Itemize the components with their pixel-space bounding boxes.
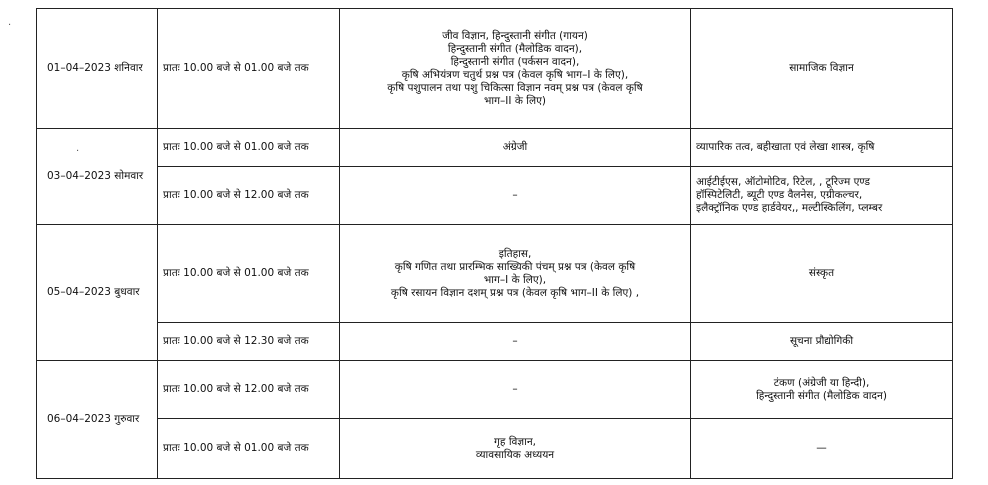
subject-line: सामाजिक विज्ञान: [789, 62, 854, 74]
table-row: [37, 361, 953, 419]
subject-line: गृह विज्ञान,: [494, 435, 536, 448]
subject-line: भाग–II के लिए): [484, 94, 546, 107]
subject-line: आईटीईएस, ऑटोमोटिव, रिटेल, , टूरिज्म एण्ड: [696, 176, 871, 188]
stray-mark: ·: [76, 146, 80, 157]
subjects-cell: [340, 323, 691, 361]
subjects-cell: [691, 9, 953, 129]
subject-line: जीव विज्ञान, हिन्दुस्तानी संगीत (गायन): [442, 29, 588, 42]
exam-schedule-table: [36, 8, 953, 479]
subject-line: –: [512, 383, 518, 395]
date-cell: 06–04–2023 गुरुवार: [37, 361, 158, 479]
subject-line: व्यावसायिक अध्ययन: [475, 448, 555, 461]
subjects-cell: [691, 419, 953, 479]
subjects-cell: [340, 167, 691, 225]
subject-line: इलैक्ट्रॉनिक एण्ड हार्डवेयर,, मल्टीस्किलिंग, प्लम्बर: [696, 202, 883, 214]
time-cell: प्रातः 10.00 बजे से 12.30 बजे तक: [158, 323, 340, 361]
subjects-cell: [340, 129, 691, 167]
subject-line: अंग्रेजी: [502, 141, 528, 153]
subject-line: हिन्दुस्तानी संगीत (मैलोडिक वादन),: [447, 42, 583, 55]
subject-line: हॉस्पिटेलिटी, ब्यूटी एण्ड वैलनेस, एग्रीकल्चर,: [696, 189, 863, 201]
time-cell: प्रातः 10.00 बजे से 12.00 बजे तक: [158, 167, 340, 225]
subjects-cell: [691, 323, 953, 361]
subject-line: इतिहास,: [498, 247, 532, 260]
time-cell: प्रातः 10.00 बजे से 01.00 बजे तक: [158, 129, 340, 167]
subjects-cell: [691, 129, 953, 167]
table-row: [37, 167, 953, 225]
time-cell: प्रातः 10.00 बजे से 01.00 बजे तक: [158, 225, 340, 323]
subjects-cell: [340, 419, 691, 479]
subject-line: कृषि गणित तथा प्रारम्भिक साख्यिकी पंचम् प्रश्न पत्र (केवल कृषि: [394, 260, 636, 273]
subject-line: संस्कृत: [808, 267, 835, 279]
subject-line: कृषि रसायन विज्ञान दशम् प्रश्न पत्र (केवल कृषि भाग–II के लिए) ,: [390, 286, 640, 299]
subject-line: —: [816, 442, 827, 454]
date-cell: 05–04–2023 बुधवार: [37, 225, 158, 361]
subject-line: व्यापारिक तत्व, बहीखाता एवं लेखा शास्त्र, कृषि: [696, 141, 875, 153]
subjects-cell: [340, 9, 691, 129]
table-row: [37, 129, 953, 167]
subjects-cell: [340, 225, 691, 323]
time-cell: प्रातः 10.00 बजे से 01.00 बजे तक: [158, 419, 340, 479]
subject-line: भाग–I के लिए),: [483, 273, 547, 286]
subject-line: हिन्दुस्तानी संगीत (पर्कसन वादन),: [450, 55, 580, 68]
subject-line: कृषि अभियंत्रण चतुर्थ प्रश्न पत्र (केवल कृषि भाग–I के लिए),: [401, 68, 629, 81]
subjects-cell: [340, 361, 691, 419]
subject-line: हिन्दुस्तानी संगीत (मैलोडिक वादन): [756, 389, 887, 402]
subject-line: सूचना प्रौद्योगिकी: [789, 335, 854, 347]
table-row: [37, 323, 953, 361]
stray-mark: ·: [8, 20, 12, 31]
subject-line: कृषि पशुपालन तथा पशु चिकित्सा विज्ञान नवम् प्रश्न पत्र (केवल कृषि: [387, 81, 643, 94]
subject-line: टंकण (अंग्रेजी या हिन्दी),: [773, 376, 870, 389]
subject-line: –: [512, 335, 518, 347]
time-cell: प्रातः 10.00 बजे से 12.00 बजे तक: [158, 361, 340, 419]
time-cell: प्रातः 10.00 बजे से 01.00 बजे तक: [158, 9, 340, 129]
date-cell: 01–04–2023 शनिवार: [37, 9, 158, 129]
table-row: [37, 419, 953, 479]
subjects-cell: [691, 167, 953, 225]
table-row: [37, 9, 953, 129]
subjects-cell: [691, 361, 953, 419]
subjects-cell: [691, 225, 953, 323]
table-row: [37, 225, 953, 323]
date-cell: 03–04–2023 सोमवार: [37, 129, 158, 225]
subject-line: –: [512, 189, 518, 201]
